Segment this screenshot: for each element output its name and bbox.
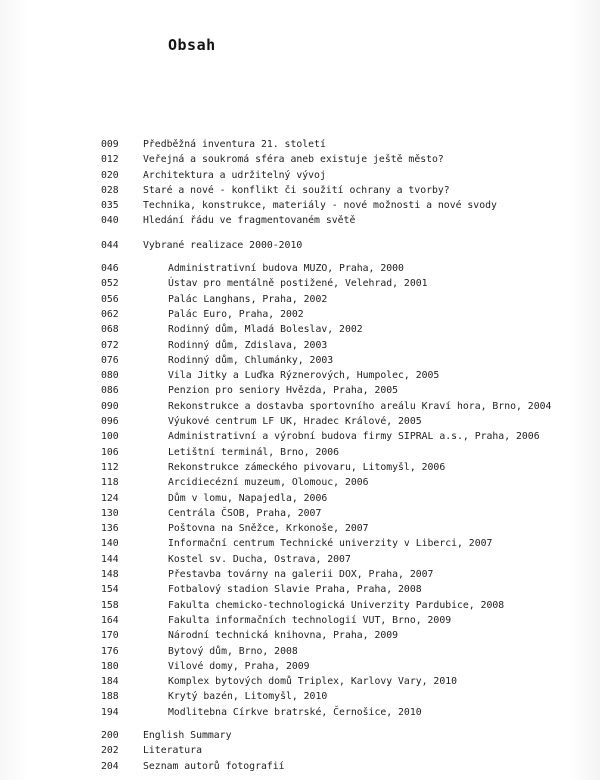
entry-title: Národní technická knihovna, Praha, 2009 [168,630,399,642]
page-number: 188 [101,691,119,703]
entry-title: Vybrané realizace 2000-2010 [143,239,303,251]
page-number: 062 [101,308,119,320]
toc-entry [101,598,571,613]
entry-title: Přestavba továrny na galerii DOX, Praha, 2007 [168,569,434,581]
toc-entry [101,137,571,152]
page-number: 090 [101,400,119,412]
toc-entry [101,353,571,368]
entry-title: English Summary [143,729,232,741]
page-number: 112 [101,461,119,473]
entry-title: Fakulta informačních technologií VUT, Brno, 2009 [168,614,452,626]
entry-title: Veřejná a soukromá sféra aneb existuje ještě město? [143,154,444,166]
page-number: 118 [101,477,119,489]
entry-title: Palác Langhans, Praha, 2002 [168,293,328,305]
toc-entry [101,689,571,704]
toc-section-projects [101,261,571,720]
page-number: 046 [101,263,119,275]
page-number: 170 [101,630,119,642]
table-of-contents [101,137,571,774]
page-number: 136 [101,523,119,535]
section-gap [101,229,571,238]
entry-title: Technika, konstrukce, materiály - nové možnosti a nové svody [143,200,497,212]
page-number: 080 [101,370,119,382]
entry-title: Administrativní budova MUZO, Praha, 2000 [168,263,404,275]
page-number: 086 [101,385,119,397]
page-number: 204 [101,760,119,772]
entry-title: Poštovna na Sněžce, Krkonoše, 2007 [168,523,369,535]
page-number: 130 [101,507,119,519]
toc-entry [101,613,571,628]
page-number: 200 [101,729,119,741]
page-number: 154 [101,584,119,596]
page-number: 158 [101,599,119,611]
section-gap [101,720,571,728]
entry-title: Letištní terminál, Brno, 2006 [168,446,340,458]
toc-entry [101,152,571,167]
page-number: 202 [101,745,119,757]
entry-title: Centrála ČSOB, Praha, 2007 [168,507,322,519]
toc-entry [101,644,571,659]
page-number: 072 [101,339,119,351]
toc-entry [101,261,571,276]
page-number: 194 [101,706,119,718]
toc-entry [101,445,571,460]
entry-title: Krytý bazén, Litomyšl, 2010 [168,691,328,703]
toc-entry [101,292,571,307]
toc-entry [101,728,571,743]
toc-entry [101,743,571,758]
section-gap [101,253,571,261]
page-number: 076 [101,354,119,366]
page-number: 164 [101,614,119,626]
page-number: 148 [101,569,119,581]
entry-title: Arcidiecézní muzeum, Olomouc, 2006 [168,477,369,489]
page-number: 012 [101,154,119,166]
toc-entry [101,383,571,398]
entry-title: Kostel sv. Ducha, Ostrava, 2007 [168,553,351,565]
page-number: 040 [101,215,119,227]
page-number: 144 [101,553,119,565]
entry-title: Rodinný dům, Chlumánky, 2003 [168,354,334,366]
toc-entry [101,307,571,322]
toc-entry [101,705,571,720]
page-number: 106 [101,446,119,458]
toc-entry [101,659,571,674]
page-number: 056 [101,293,119,305]
toc-entry [101,276,571,291]
toc-entry [101,338,571,353]
entry-title: Fotbalový stadion Slavie Praha, Praha, 2008 [168,584,422,596]
entry-title: Informační centrum Technické univerzity v Liberci, 2007 [168,538,493,550]
toc-entry [101,628,571,643]
entry-title: Komplex bytových domů Triplex, Karlovy Vary, 2010 [168,676,458,688]
entry-title: Administrativní a výrobní budova firmy SIPRAL a.s., Praha, 2006 [168,431,540,443]
toc-entry [101,399,571,414]
toc-entry [101,506,571,521]
toc-entry [101,322,571,337]
toc-section-header [101,238,571,253]
page-number: 176 [101,645,119,657]
entry-title: Rodinný dům, Zdislava, 2003 [168,339,328,351]
entry-title: Bytový dům, Brno, 2008 [168,645,298,657]
toc-entry [101,582,571,597]
entry-title: Architektura a udržitelný vývoj [143,169,326,181]
page-number: 124 [101,492,119,504]
toc-entry [101,536,571,551]
entry-title: Rekonstrukce a dostavba sportovního areálu Kraví hora, Brno, 2004 [168,400,552,412]
page-number: 140 [101,538,119,550]
entry-title: Penzion pro seniory Hvězda, Praha, 2005 [168,385,399,397]
toc-entry [101,521,571,536]
page-number: 009 [101,139,119,150]
toc-entry [101,183,571,198]
entry-title: Výukové centrum LF UK, Hradec Králové, 2005 [168,416,422,428]
page-number: 035 [101,200,119,212]
page-number: 184 [101,676,119,688]
toc-section-essays [101,137,571,229]
toc-entry [101,475,571,490]
toc-entry [101,429,571,444]
toc-section-appendix [101,728,571,774]
entry-title: Rodinný dům, Mladá Boleslav, 2002 [168,324,363,336]
entry-title: Seznam autorů fotografií [143,760,285,772]
entry-title: Hledání řádu ve fragmentovaném světě [143,215,356,227]
entry-title: Palác Euro, Praha, 2002 [168,308,304,320]
toc-entry [101,460,571,475]
entry-title: Dům v lomu, Napajedla, 2006 [168,492,328,504]
toc-entry [101,168,571,183]
toc-entry [101,674,571,689]
page-number: 028 [101,184,119,196]
entry-title: Vilové domy, Praha, 2009 [168,660,310,672]
page-number: 100 [101,431,119,443]
toc-entry [101,198,571,213]
entry-title: Ústav pro mentálně postižené, Velehrad, 2001 [168,278,428,290]
page-number: 020 [101,169,119,181]
page-number: 068 [101,324,119,336]
page-title: Obsah [168,36,216,54]
entry-title: Rekonstrukce zámeckého pivovaru, Litomyšl, 2006 [168,461,446,473]
toc-entry [101,567,571,582]
entry-title: Předběžná inventura 21. století [143,139,326,150]
entry-title: Modlitebna Církve bratrské, Černošice, 2010 [168,706,422,718]
toc-entry [101,414,571,429]
toc-entry [101,491,571,506]
toc-entry [101,759,571,774]
entry-title: Literatura [143,745,202,757]
entry-title: Staré a nové - konflikt či soužití ochrany a tvorby? [143,184,450,196]
toc-entry [101,552,571,567]
page-number: 096 [101,416,119,428]
toc-entry [101,368,571,383]
entry-title: Fakulta chemicko-technologická Univerzity Pardubice, 2008 [168,599,505,611]
entry-title: Vila Jitky a Luďka Rýznerových, Humpolec, 2005 [168,370,440,382]
page-number: 052 [101,278,119,290]
page-number: 044 [101,239,119,251]
toc-entry [101,213,571,228]
page-number: 180 [101,660,119,672]
